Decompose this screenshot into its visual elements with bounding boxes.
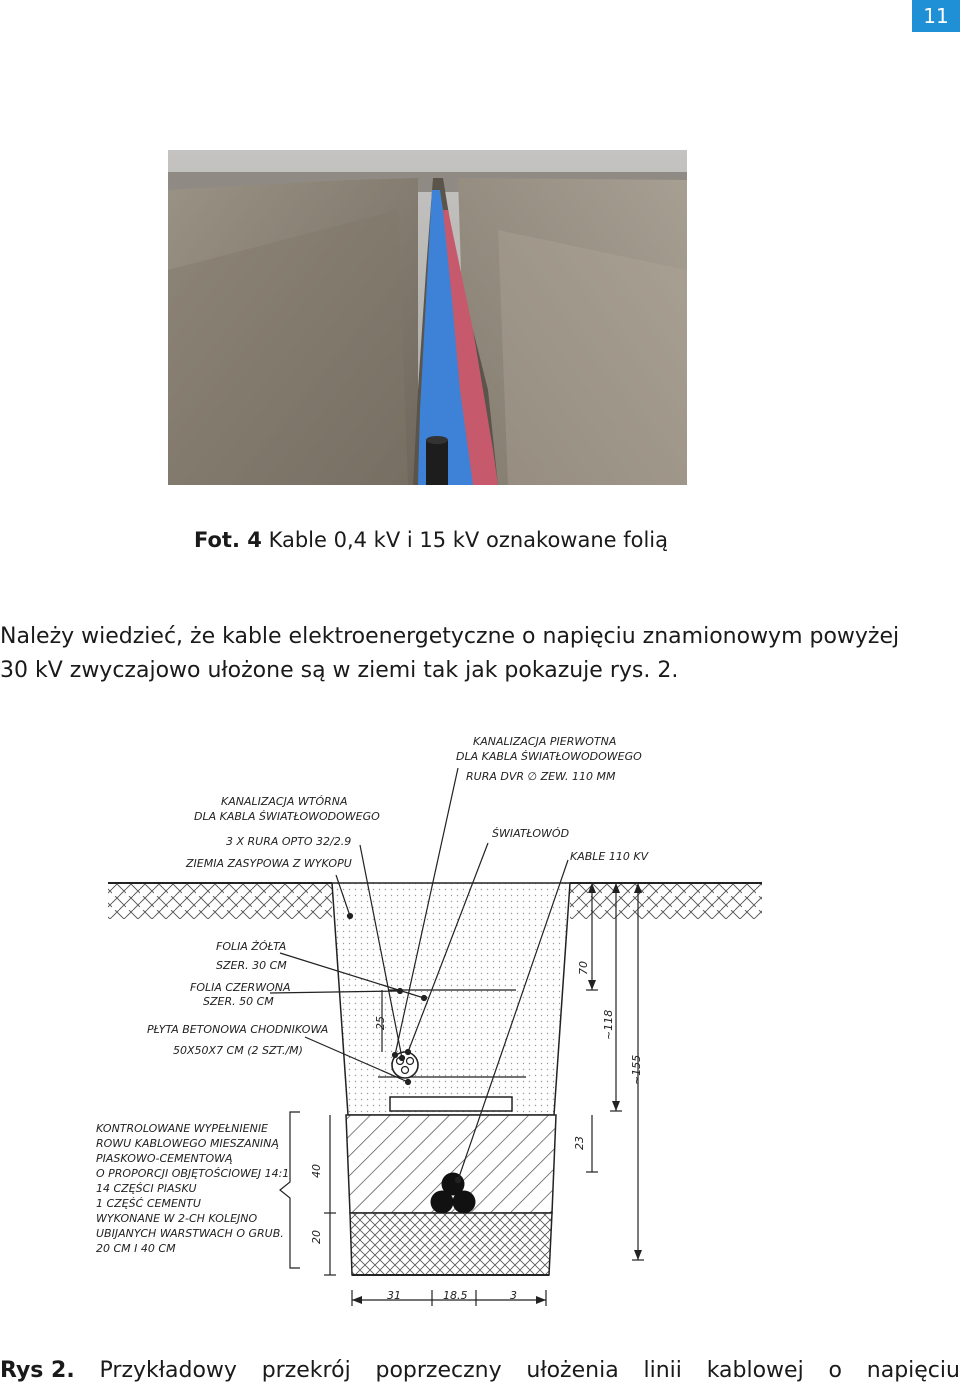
dim-18-5: 18.5 — [443, 1289, 468, 1302]
label-primary-pipe: RURA DVR ∅ ZEW. 110 MM — [466, 770, 616, 783]
ground-surface-right — [570, 883, 762, 919]
dim-40: 40 — [310, 1164, 323, 1178]
label-red-foil: FOLIA CZERWONA — [190, 981, 291, 994]
dim-20: 20 — [310, 1230, 323, 1244]
label-slab: PŁYTA BETONOWA CHODNIKOWA — [147, 1023, 329, 1036]
paragraph-line: Należy wiedzieć, że kable elektroenergetyczne o napięciu znamionowym powyżej — [0, 624, 900, 649]
figure-caption-word: kablowej — [706, 1358, 804, 1383]
dim-118: ~118 — [602, 1009, 615, 1040]
label-fill-2: ROWU KABLOWEGO MIESZANINĄ — [96, 1137, 279, 1150]
label-backfill: ZIEMIA ZASYPOWA Z WYKOPU — [186, 857, 352, 870]
figure-caption-word: poprzeczny — [375, 1358, 502, 1383]
figure-caption-word: ułożenia — [526, 1358, 619, 1383]
trench-photo — [168, 150, 687, 485]
label-fill-6: 1 CZĘŚĆ CEMENTU — [96, 1197, 201, 1210]
cable-cross-section-diagram — [0, 720, 960, 1310]
figure-caption-word: napięciu — [866, 1358, 960, 1383]
label-fiber: ŚWIATŁOWÓD — [492, 827, 570, 840]
label-slab-size: 50X50X7 CM (2 SZT./M) — [173, 1044, 303, 1057]
backfill-zone — [332, 883, 570, 1115]
label-fill-8: UBIJANYCH WARSTWACH O GRUB. — [96, 1227, 284, 1240]
dim-70: 70 — [577, 961, 590, 975]
figure-caption — [0, 1358, 960, 1383]
label-fill-4: O PROPORCJI OBJĘTOŚCIOWEJ 14:1 — [96, 1167, 290, 1180]
label-fill-9: 20 CM I 40 CM — [96, 1242, 176, 1255]
label-primary-1: KANALIZACJA PIERWOTNA — [473, 735, 617, 748]
figure-caption-word: przekrój — [261, 1358, 351, 1383]
paragraph-line: 30 kV zwyczajowo ułożone są w ziemi tak jak pokazuje rys. 2. — [0, 658, 679, 683]
caption-label: Fot. 4 — [194, 528, 262, 552]
label-secondary-1: KANALIZACJA WTÓRNA — [221, 795, 348, 808]
figure-caption-word: o — [828, 1358, 842, 1383]
dim-25: 25 — [374, 1016, 387, 1030]
dim-23: 23 — [573, 1136, 586, 1150]
label-primary-2: DLA KABLA ŚWIATŁOWODOWEGO — [456, 750, 642, 763]
figure-caption-word: linii — [643, 1358, 682, 1383]
label-fill-7: WYKONANE W 2-CH KOLEJNO — [96, 1212, 258, 1225]
fill-layer-lower — [350, 1213, 552, 1275]
caption-text: Kable 0,4 kV i 15 kV oznakowane folią — [268, 528, 669, 552]
label-fill-1: KONTROLOWANE WYPEŁNIENIE — [96, 1122, 269, 1135]
cable-110kv-icon — [453, 1191, 476, 1214]
dim-3: 3 — [510, 1289, 517, 1302]
page-number: 11 — [912, 0, 960, 32]
label-yellow-foil: FOLIA ŻÓŁTA — [216, 940, 287, 953]
figure-caption-label: Rys 2. — [0, 1358, 75, 1383]
label-fill-5: 14 CZĘŚCI PIASKU — [96, 1182, 197, 1195]
concrete-slab — [390, 1097, 512, 1111]
label-secondary-pipe: 3 X RURA OPTO 32/2.9 — [226, 835, 352, 848]
dim-155: ~155 — [630, 1054, 643, 1085]
label-yellow-width: SZER. 30 CM — [216, 959, 287, 972]
cable-110kv-icon — [431, 1191, 454, 1214]
photo-caption — [194, 528, 668, 552]
ground-surface-left — [108, 883, 332, 919]
label-red-width: SZER. 50 CM — [203, 995, 274, 1008]
label-fill-3: PIASKOWO-CEMENTOWĄ — [96, 1152, 233, 1165]
label-secondary-2: DLA KABLA ŚWIATŁOWODOWEGO — [194, 810, 380, 823]
figure-caption-word: Przykładowy — [99, 1358, 237, 1383]
label-cable: KABLE 110 KV — [570, 850, 649, 863]
body-paragraph — [0, 620, 960, 688]
dim-31: 31 — [387, 1289, 401, 1302]
trench-photo-icon — [168, 150, 687, 485]
